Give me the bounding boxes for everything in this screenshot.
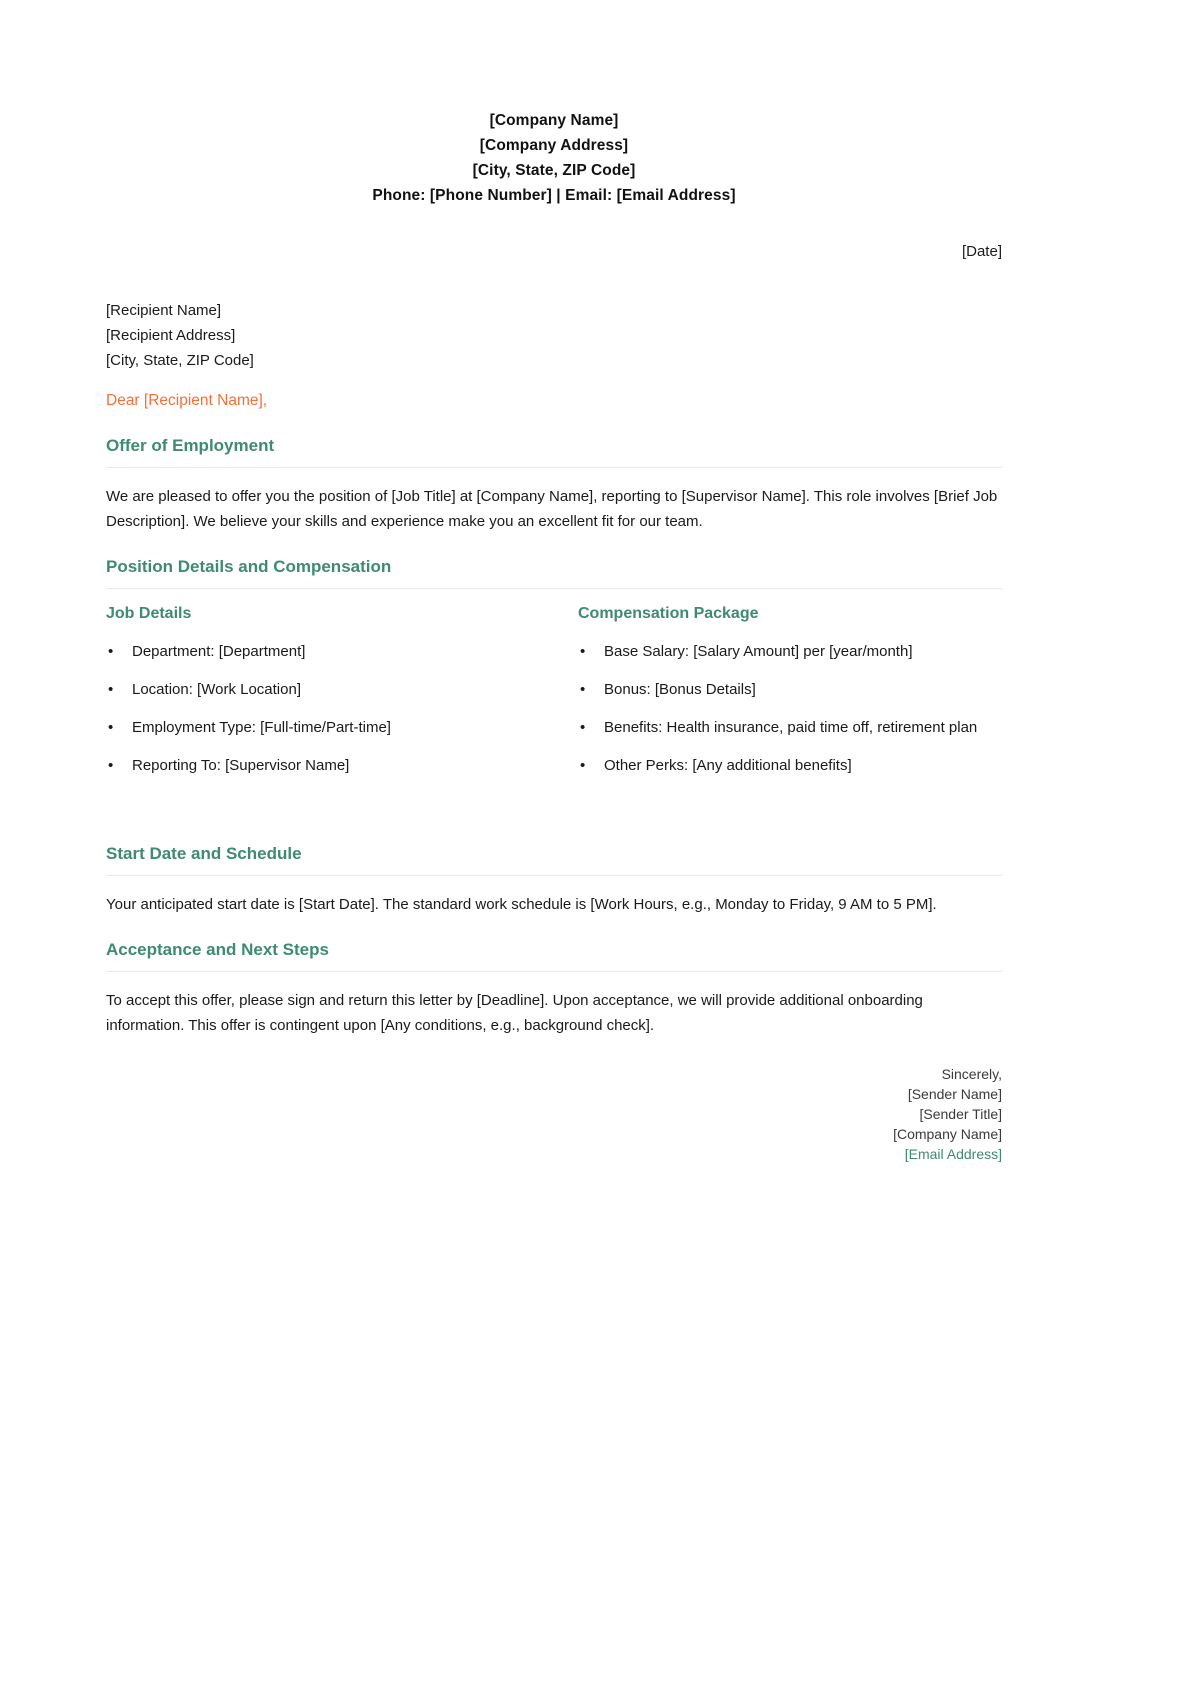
compensation-column (554, 603, 1002, 791)
section-spacer (106, 791, 1002, 821)
company-name: [Company Name] (489, 112, 619, 129)
section-heading-offer: Offer of Employment (106, 435, 1002, 468)
section-body-offer: We are pleased to offer you the position of [Job Title] at [Company Name], reporting to [Supervisor Name]. This role involves [Brief Job Description]. We believe your skills and experience make you an excellent fit for our team. (106, 488, 998, 530)
bullet-icon: • (580, 681, 586, 698)
compensation-heading: Compensation Package (578, 605, 759, 622)
recipient-name: [Recipient Name] (106, 302, 222, 319)
letter-date: [Date] (961, 243, 1002, 260)
list-item-label: Department: [Department] (132, 643, 306, 660)
bullet-icon: • (580, 643, 586, 660)
list-item (106, 715, 530, 740)
list-item-label: Reporting To: [Supervisor Name] (132, 757, 350, 774)
compensation-list (578, 639, 1002, 778)
recipient-city-state-zip: [City, State, ZIP Code] (106, 352, 254, 369)
recipient-address: [Recipient Address] (106, 327, 236, 344)
bullet-icon: • (580, 757, 586, 774)
signature-company-name: [Company Name] (893, 1126, 1002, 1142)
bullet-icon: • (108, 643, 114, 660)
section-start-date-schedule (106, 843, 1002, 917)
list-item (578, 639, 1002, 664)
list-item-label: Bonus: [Bonus Details] (604, 681, 756, 698)
section-heading-start-date: Start Date and Schedule (106, 843, 1002, 876)
list-item-label: Other Perks: [Any additional benefits] (604, 757, 852, 774)
section-heading-position: Position Details and Compensation (106, 556, 1002, 589)
list-item-label: Base Salary: [Salary Amount] per [year/month] (604, 643, 913, 660)
list-item (106, 753, 530, 778)
section-position-details (106, 556, 1002, 791)
recipient-block (106, 298, 1002, 373)
signature-sender-title: [Sender Title] (919, 1106, 1002, 1122)
company-city-state-zip: [City, State, ZIP Code] (472, 162, 636, 179)
company-address: [Company Address] (479, 137, 629, 154)
list-item-label: Benefits: Health insurance, paid time off, retirement plan (604, 719, 978, 736)
list-item (578, 677, 1002, 702)
section-heading-acceptance: Acceptance and Next Steps (106, 939, 1002, 972)
job-details-heading: Job Details (106, 605, 192, 622)
list-item-label: Location: [Work Location] (132, 681, 301, 698)
signature-block (106, 1064, 1002, 1164)
document-content (106, 0, 1002, 1164)
list-item (106, 639, 530, 664)
section-acceptance-next-steps (106, 939, 1002, 1038)
signature-sender-name: [Sender Name] (907, 1086, 1002, 1102)
section-body-acceptance: To accept this offer, please sign and return this letter by [Deadline]. Upon acceptance, we will provide additional onboarding information. This offer is contingent upon [Any conditions, e.g., background check]. (106, 992, 923, 1034)
bullet-icon: • (580, 719, 586, 736)
position-two-column-layout (106, 603, 1002, 791)
list-item (578, 715, 1002, 740)
company-contact-line: Phone: [Phone Number] | Email: [Email Address] (372, 187, 736, 204)
bullet-icon: • (108, 719, 114, 736)
list-item (106, 677, 530, 702)
list-item (578, 753, 1002, 778)
bullet-icon: • (108, 681, 114, 698)
bullet-icon: • (108, 757, 114, 774)
list-item-label: Employment Type: [Full-time/Part-time] (132, 719, 391, 736)
section-body-start-date: Your anticipated start date is [Start Date]. The standard work schedule is [Work Hours, e.g., Monday to Friday, 9 AM to 5 PM]. (106, 896, 937, 913)
signature-closing: Sincerely, (941, 1066, 1002, 1082)
salutation: Dear [Recipient Name], (106, 392, 268, 409)
job-details-list (106, 639, 530, 778)
signature-email-link[interactable]: [Email Address] (904, 1146, 1002, 1162)
job-details-column (106, 603, 554, 791)
section-offer-of-employment (106, 435, 1002, 534)
letterhead (106, 0, 1002, 208)
